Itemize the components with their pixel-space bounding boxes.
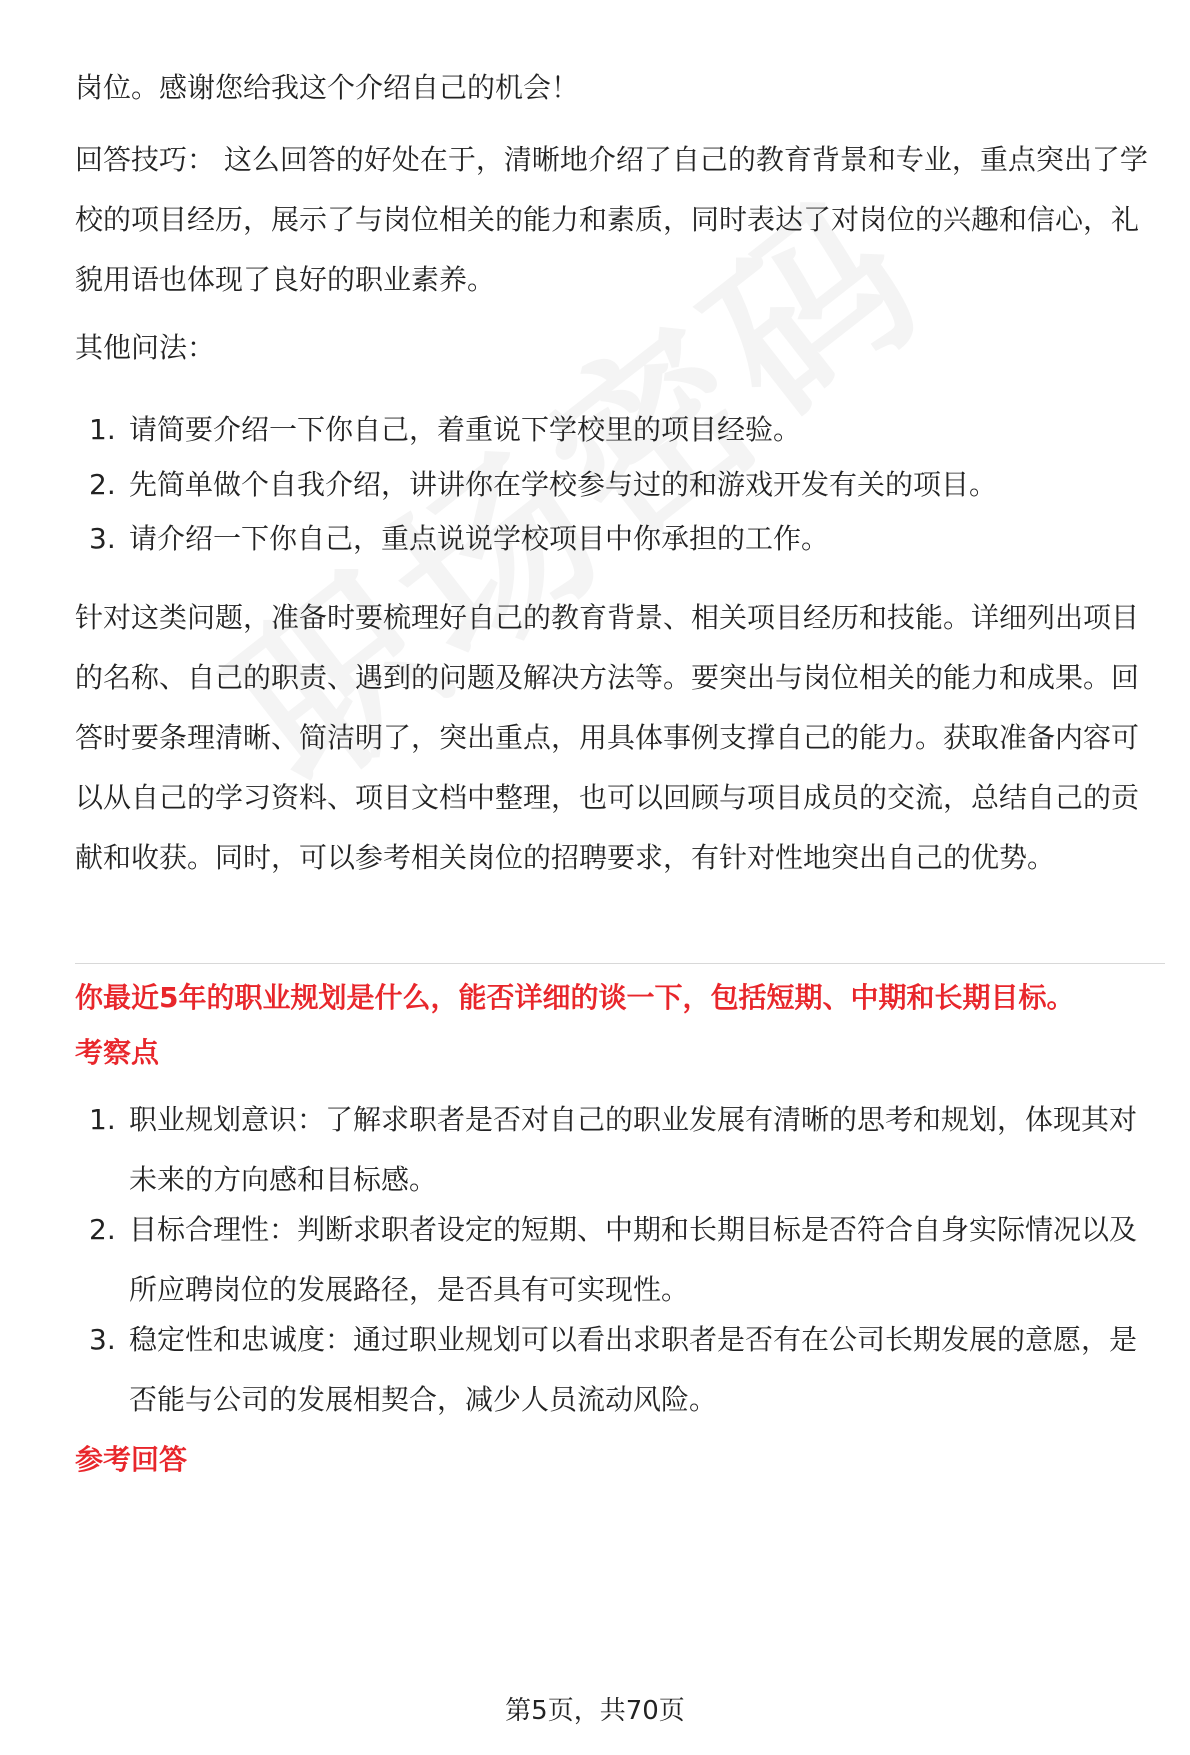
list-number: 2. xyxy=(89,1213,116,1246)
list-text: 稳定性和忠诚度：通过职业规划可以看出求职者是否有在公司长期发展的意愿，是否能与公司的发展相契合，减少人员流动风险。 xyxy=(129,1323,1138,1416)
list-text: 请介绍一下你自己，重点说说学校项目中你承担的工作。 xyxy=(129,522,830,555)
answer-heading: 参考回答 xyxy=(75,1443,188,1476)
points-heading: 考察点 xyxy=(75,1036,160,1069)
list-text: 请简要介绍一下你自己，着重说下学校里的项目经验。 xyxy=(129,413,802,446)
list-number: 2. xyxy=(89,468,116,501)
list-number: 1. xyxy=(89,413,116,446)
paragraph-preparation-advice: 针对这类问题，准备时要梳理好自己的教育背景、相关项目经历和技能。详细列出项目的名称、自己的职责、遇到的问题及解决方法等。要突出与岗位相关的能力和成果。回答时要条理清晰、简洁明了，突出重点，用具体事例支撑自己的能力。获取准备内容可以从自己的学习资料、项目文档中整理，也可以回顾与项目成员的交流，总结自己的贡献和收获。同时，可以参考相关岗位的招聘要求，有针对性地突出自己的优势。 xyxy=(75,601,1140,874)
list-text: 先简单做个自我介绍，讲讲你在学校参与过的和游戏开发有关的项目。 xyxy=(129,468,998,501)
page-footer: 第5页，共70页 xyxy=(505,1696,685,1726)
question-title: 你最近5年的职业规划是什么，能否详细的谈一下，包括短期、中期和长期目标。 xyxy=(75,981,1075,1014)
paragraph-closing: 岗位。感谢您给我这个介绍自己的机会！ xyxy=(75,71,580,104)
list-number: 3. xyxy=(89,522,116,555)
paragraph-answer-tips: 回答技巧： 这么回答的好处在于，清晰地介绍了自己的教育背景和专业，重点突出了学校的项目经历，展示了与岗位相关的能力和素质，同时表达了对岗位的兴趣和信心，礼貌用语也体现了良好的职业素养。 xyxy=(75,143,1148,296)
list-number: 3. xyxy=(89,1323,116,1356)
section-divider xyxy=(75,963,1165,964)
list-number: 1. xyxy=(89,1103,116,1136)
list-text: 职业规划意识：了解求职者是否对自己的职业发展有清晰的思考和规划，体现其对未来的方向感和目标感。 xyxy=(129,1103,1138,1196)
list-text: 目标合理性：判断求职者设定的短期、中期和长期目标是否符合自身实际情况以及所应聘岗位的发展路径，是否具有可实现性。 xyxy=(129,1213,1138,1306)
paragraph-other-questions-label: 其他问法： xyxy=(75,331,216,364)
